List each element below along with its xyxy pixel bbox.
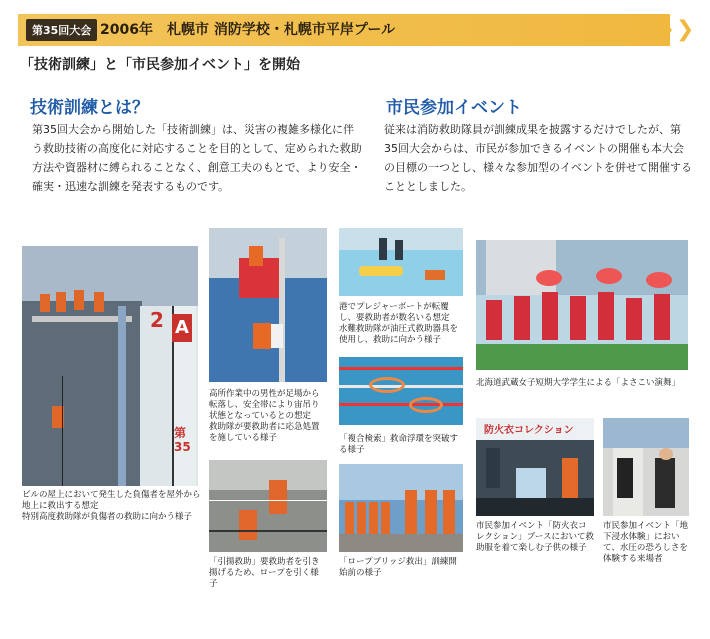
caption-pool-search: 「複合検索」救命浮環を突破する様子 <box>339 434 459 455</box>
caption-flood-experience: 市民参加イベント「地下浸水体験」において、水圧の恐ろしさを体験する来場者 <box>603 521 689 564</box>
photo-rope-haul <box>209 460 327 552</box>
caption-boat-rescue: 港でプレジャーボートが転覆し、要救助者が数名いる想定 水難救助隊が油圧式救助器具を使用し、救助に向かう様子 <box>339 302 459 345</box>
caption-rope-bridge: 「ロープブリッジ救出」訓練開始前の様子 <box>339 557 457 578</box>
page-subtitle: 「技術訓練」と「市民参加イベント」を開始 <box>20 57 300 73</box>
section-heading-technical: 技術訓練とは？ <box>30 98 149 118</box>
sign-level-number: 2 <box>150 308 164 332</box>
sign-a: A <box>172 314 192 342</box>
ribbon-arrow <box>660 14 672 46</box>
photo-flood-experience <box>603 418 689 516</box>
edition-badge: 第35回大会 <box>26 19 97 41</box>
photo-boat-rescue <box>339 228 463 296</box>
booth-sign: 防火衣コレクション <box>484 425 574 436</box>
sign-35: 第35 <box>174 426 191 454</box>
photo-rope-bridge <box>339 464 463 552</box>
photo-suspended-worker <box>209 228 327 382</box>
caption-building-rescue: ビルの屋上において発生した負傷者を屋外から地上に救出する想定 特別高度救助隊が負傷者の救助に向かう様子 <box>22 490 201 522</box>
caption-rope-haul: 「引揚救助」要救助者を引き揚げるため、ロープを引く様子 <box>209 557 320 589</box>
caption-suspended-worker: 高所作業中の男性が足場から転落し、安全帯により宙吊り状態となっているとの想定 救助隊が要救助者に応急処置を施している様子 <box>209 389 320 443</box>
caption-yosakoi-dance: 北海道武蔵女子短期大学学生による「よさこい演舞」 <box>476 378 681 388</box>
photo-building-rescue <box>22 246 198 486</box>
chevron-right-icon: ❯ <box>676 17 695 42</box>
caption-uniform-collection: 市民参加イベント「防火衣コレクション」ブースにおいて救助服を着て楽しむ子供の様子 <box>476 521 594 553</box>
header-title: 2006年 札幌市 消防学校・札幌市平岸プール <box>100 22 396 38</box>
photo-uniform-collection <box>476 418 594 516</box>
section-body-technical: 第35回大会から開始した「技術訓練」は、災害の複雑多様化に伴う救助技術の高度化に対応することを目的として、定められた救助方法や資器材に縛られることなく、創意工夫のもとで、より安全・確実・迅速な訓練を発表するものです。 <box>32 123 362 193</box>
photo-yosakoi-dance <box>476 240 688 370</box>
section-body-citizen: 従来は消防救助隊員が訓練成果を披露するだけでしたが、第35回大会からは、市民が参加できるイベントの開催も本大会の目標の一つとし、様々な参加型のイベントを併せて開催することとしました。 <box>384 123 692 193</box>
section-heading-citizen: 市民参加イベント <box>386 98 522 118</box>
photo-pool-search <box>339 357 463 425</box>
